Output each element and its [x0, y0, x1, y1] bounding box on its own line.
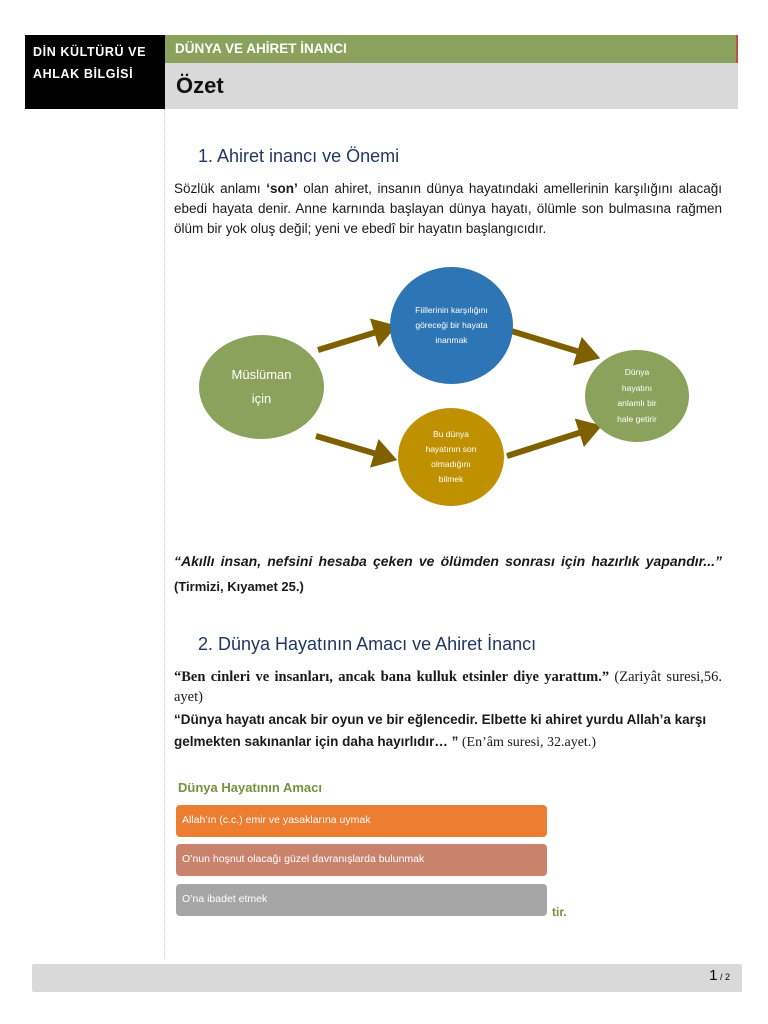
amac-suffix: tir. — [552, 905, 567, 919]
circle-bottom: Bu dünya hayatının son olmadığını bilmek — [398, 408, 504, 506]
amac-item: O’na ibadet etmek — [176, 884, 547, 916]
circle-top: Fiillerinin karşılığını göreceği bir hayata inanmak — [390, 267, 513, 384]
para-part-1: Sözlük anlamı — [174, 181, 267, 196]
section2-heading: 2. Dünya Hayatının Amacı ve Ahiret İnancı — [198, 634, 537, 654]
unit-title: DÜNYA VE AHİRET İNANCI — [165, 35, 738, 63]
ayet-1-text: “Ben cinleri ve insanları, ancak bana kulluk etsinler diye yarattım.” — [174, 669, 610, 685]
amac-list-title: Dünya Hayatının Amacı — [178, 780, 323, 795]
ayet-2-source: (En’âm suresi, 32.ayet.) — [458, 735, 596, 750]
para-part-2: olan ahiret, insanın dünya hayatındaki amellerinin karşılığını alacağı ebedi hayata denir. Anne karnında başlayan dünya hayatı, ölümle son bulmasına rağmen ölüm bir yok oluş değil; yeni ve ebedî bir hayatın başlangıcıdır. — [174, 181, 722, 236]
page-number — [709, 967, 730, 984]
page-footer — [32, 964, 742, 992]
hadith-quote — [174, 549, 722, 599]
hadith-text: “Akıllı insan, nefsini hesaba çeken ve ölümden sonrası için hazırlık yapandır...” — [174, 553, 722, 569]
amac-item: Allah’ın (c.c.) emir ve yasaklarına uymak — [176, 805, 547, 837]
circle-result: Dünya hayatını anlamlı bir hale getirir — [585, 350, 689, 442]
subject-line-1: DİN KÜLTÜRÜ VE — [33, 45, 147, 59]
section1-heading: 1. Ahiret inancı ve Önemi — [198, 146, 400, 166]
section-title: Özet — [165, 63, 738, 109]
arrow-to-bottom — [316, 436, 380, 455]
total-pages: / 2 — [717, 972, 730, 982]
ayet-1 — [174, 667, 722, 707]
ayet-2 — [174, 709, 722, 754]
hadith-source: (Tirmizi, Kıyamet 25.) — [174, 579, 304, 594]
arrow-bottom-to-result — [507, 431, 585, 456]
current-page: 1 — [709, 967, 718, 984]
subject-line-2: AHLAK BİLGİSİ — [33, 67, 134, 81]
amac-item: O’nun hoşnut olacağı güzel davranışlarda bulunmak — [176, 844, 547, 876]
arrow-to-top — [318, 331, 380, 350]
arrow-top-to-result — [508, 330, 583, 353]
ayet-1-source: (Zariyât suresi,56. ayet) — [174, 669, 722, 705]
para-bold-word: ‘son’ — [266, 181, 298, 196]
ayet-2-text: “Dünya hayatı ancak bir oyun ve bir eğlencedir. Elbette ki ahiret yurdu Allah’a karşı gelmekten sakınanlar için daha hayırlıdır… ” — [174, 712, 707, 749]
circle-source: Müslüman için — [199, 335, 324, 439]
